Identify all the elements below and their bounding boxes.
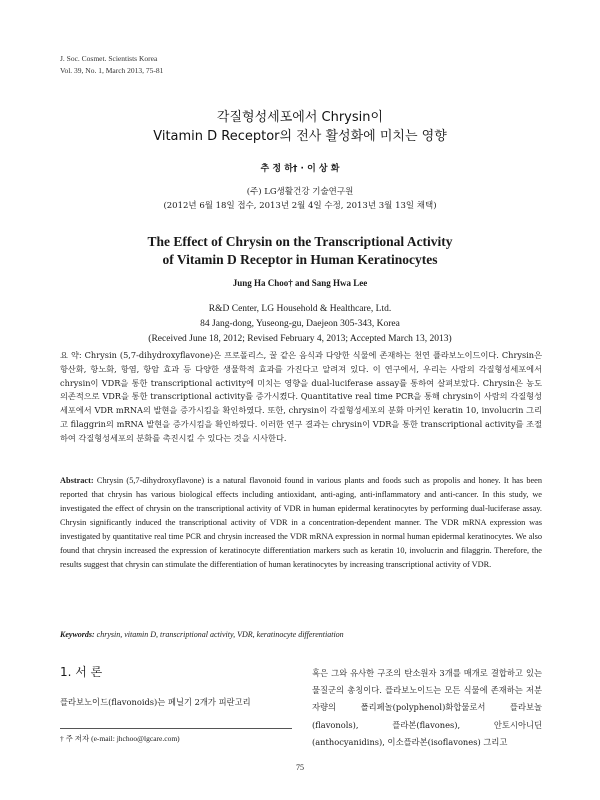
journal-citation — [60, 53, 163, 77]
page-number: 75 — [296, 763, 304, 772]
english-affiliation-address: 84 Jang-dong, Yuseong-gu, Daejeon 305-343, Korea — [200, 319, 400, 329]
korean-title-line-1: 각질형성세포에서 Chrysin이 — [216, 110, 384, 125]
footnote-divider — [60, 728, 292, 729]
english-received-dates: (Received June 18, 2012; Revised February 4, 2013; Accepted March 13, 2013) — [148, 334, 452, 344]
english-abstract-text: Chrysin (5,7-dihydroxyflavone) is a natural flavonoid found in various plants and foods such as propolis and honey. It has been reported that chrysin has various biological effects including antioxidant, anti-aging, anti-inflammatory and anti-cancer. In this study, we investigated the effect of chrysin on the transcriptional activity of VDR in human epidermal keratinocytes by performing dual-luciferase assay. Chrysin significantly induced the transcriptional activity of VDR in a concentration-dependent manner. The VDR mRNA expression was investigated by quantitative real time PCR and chrysin increased the VDR mRNA expression in normal human epidermal keratinocytes. We also found that chrysin increased the expression of keratinocyte differentiation markers such as keratin 10, involucrin and filaggrin. Therefore, the results suggest that chrysin can stimulate the differentiation of human keratinocytes by increasing transcriptional activity of VDR. — [60, 476, 543, 569]
journal-volume: Vol. 39, No. 1, March 2013, 75-81 — [60, 66, 164, 75]
section-heading-introduction: 1. 서 론 — [60, 665, 103, 679]
korean-authors: 추 정 하† · 이 상 화 — [260, 164, 340, 174]
english-title-line-1: The Effect of Chrysin on the Transcriptional Activity — [147, 234, 453, 249]
keywords-text: chrysin, vitamin D, transcriptional activity, VDR, keratinocyte differentiation — [96, 630, 344, 639]
korean-affiliation: (주) LG생활건강 기술연구원 — [246, 187, 354, 197]
english-abstract — [60, 474, 542, 572]
corresponding-author-footnote: † 주 저자 (e-mail: jhchoo@lgcare.com) — [60, 734, 180, 743]
body-text-right-column: 혹은 그와 유사한 구조의 탄소원자 3개를 매개로 결합하고 있는 물질군의 총칭이다. 플라보노이드는 모든 식물에 존재하는 저분자량의 폴리페놀(polyphenol)화합물로서 플라보놀(flavonols), 플라본(flavones), 안토시아니딘(anthocyanidins), 이소플라본(isoflavones) 그리고 — [312, 668, 542, 747]
journal-name: J. Soc. Cosmet. Scientists Korea — [60, 54, 158, 63]
english-title-line-2: of Vitamin D Receptor in Human Keratinocytes — [162, 252, 438, 267]
korean-abstract-text: Chrysin (5,7-dihydroxyflavone)은 프로폴리스, 꿀 같은 음식과 다양한 식물에 존재하는 천연 플라보노이드이다. Chrysin은 항산화, 항노화, 항염, 항암 효과 등 다양한 생물학적 효과를 가진다고 알려져 있다. 이 연구에서, 우리는 사람의 각질형성세포에서 chrysin이 VDR을 통한 transcriptional activity에 미치는 영향을 dual-luciferase assay를 통하여 살펴보았다. Chrysin은 농도 의존적으로 VDR을 통한 transcriptional activity를 증가시켰다. Quantitative real time PCR을 통해 chrysin이 사람의 각질형성세포에서 VDR mRNA의 발현을 증가시킴을 확인하였다. 또한, chrysin이 각질형성세포의 분화 마커인 keratin 10, involucrin 그리고 filaggrin의 mRNA 발현을 증가시킴을 확인하였다. 이러한 연구 결과는 chrysin이 VDR을 통한 transcriptional activity를 조절하여 각질형성세포의 분화를 촉진시킬 수 있다는 것을 시사한다. — [60, 350, 542, 443]
english-abstract-label: Abstract: — [60, 476, 94, 485]
keywords-label: Keywords: — [60, 630, 95, 639]
korean-abstract — [60, 349, 542, 446]
keywords — [60, 630, 542, 639]
korean-title-line-2: Vitamin D Receptor의 전사 활성화에 미치는 영향 — [153, 129, 447, 144]
english-affiliation-org: R&D Center, LG Household & Healthcare, Ltd. — [208, 304, 392, 314]
korean-received-dates: (2012년 6월 18일 접수, 2013년 2월 4일 수정, 2013년 3월 13일 채택) — [163, 201, 437, 211]
korean-abstract-label: 요 약: — [60, 350, 82, 360]
body-text-left-column: 플라보노이드(flavonoids)는 페닐기 2개가 피란고리 — [60, 697, 251, 707]
english-authors: Jung Ha Choo† and Sang Hwa Lee — [232, 278, 368, 288]
